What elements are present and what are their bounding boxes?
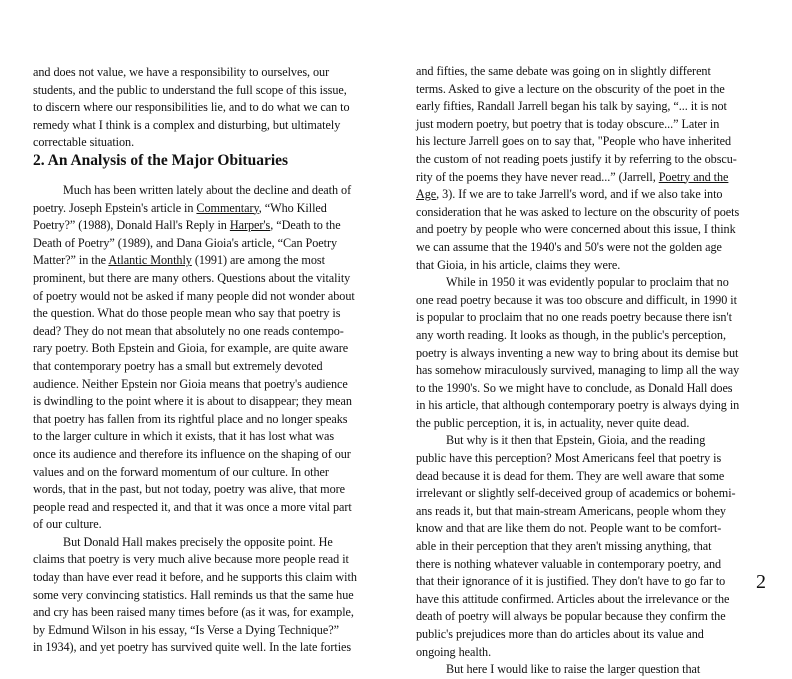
text-line: his lecture Jarrell goes on to say that, "People who have inherited [416, 134, 732, 149]
text-line: some very convincing statistics. Hall reminds us that the same hue [33, 587, 354, 602]
page-number: 2 [756, 571, 766, 593]
text-line [416, 169, 774, 187]
text-line: any worth reading. It looks as though, in the public's perception, [416, 327, 726, 342]
text-line: ans reads it, but that main-stream Americans, people whom they [416, 503, 726, 518]
text-line: words, that in the past, but not today, poetry was alive, that more [33, 482, 345, 497]
text-line: just modern poetry, but poetry that is today obscure...” Later in [416, 116, 720, 131]
text-line: claims that poetry is very much alive because more people read it [33, 552, 349, 567]
text-line: has somehow miraculously survived, managing to limp all the way [416, 363, 740, 378]
text-line: correctable situation. [33, 135, 135, 150]
right-column-body [416, 63, 774, 679]
text-line: audience. Neither Epstein nor Gioia means that poetry's audience [33, 376, 348, 391]
text-line: remedy what I think is a complex and disturbing, but ultimately [33, 117, 341, 132]
text-line: Much has been written lately about the decline and death of [63, 183, 352, 197]
left-column-intro [33, 64, 388, 152]
text-segment: , “Death to the [270, 218, 341, 233]
text-segment: Matter?” in the [33, 253, 109, 268]
text-line: that contemporary poetry has a small but extremely devoted [33, 358, 323, 373]
text-segment: , “Who Killed [258, 200, 327, 215]
text-line: that their ignorance of it is justified. They don't have to go far to [416, 574, 726, 589]
text-line: to the larger culture in which it exists, that it has lost what was [33, 429, 335, 444]
text-line: While in 1950 it was evidently popular to proclaim that no [446, 275, 729, 290]
text-line: ongoing health. [416, 644, 492, 659]
text-line: dead because it is dead for them. They are well aware that some [416, 468, 725, 483]
text-line: have this attitude confirmed. Articles about the irrelevance or the [416, 591, 730, 606]
text-line: and fifties, the same debate was going on in slightly different [416, 64, 711, 78]
text-line: But why is it then that Epstein, Gioia, and the reading [446, 433, 706, 448]
text-line: that poetry has fallen from its rightful place and no longer speaks [33, 411, 348, 426]
text-line [33, 200, 388, 218]
section-heading: 2. An Analysis of the Major Obituaries [33, 152, 289, 169]
text-line: know and that are like them do not. People want to be comfort- [416, 521, 722, 536]
text-line: values and on the forward momentum of our culture. In other [33, 464, 329, 479]
text-line: able in their perception that they aren't missing anything, that [416, 539, 712, 554]
text-line [33, 217, 388, 235]
text-segment: rity of the poems they have never read...” (Jarrell, [416, 169, 659, 184]
text-line: people read and respected it, and that it was once a more vital part [33, 499, 352, 514]
text-line [33, 252, 388, 270]
text-line: But Donald Hall makes precisely the opposite point. He [63, 534, 333, 549]
text-line: irrelevant or slightly self-deceived group of academics or bohemi- [416, 486, 736, 501]
text-line: early fifties, Randall Jarrell began his talk by saying, “... it is not [416, 99, 727, 114]
text-line: rary poetry. Both Epstein and Gioia, for example, are quite aware [33, 341, 349, 356]
text-line: public have this perception? Most Americans feel that poetry is [416, 451, 722, 466]
text-line: is dwindling to the point where it is about to disappear; they mean [33, 394, 352, 409]
text-line: public's prejudices more than do articles about its value and [416, 627, 704, 641]
text-line: is popular to proclaim that no one reads poetry because there isn't [416, 310, 732, 325]
text-segment: (1991) are among the most [191, 253, 325, 268]
publication-title: Atlantic Monthly [108, 253, 192, 268]
text-line: and cry has been raised many times before (as it was, for example, [33, 605, 354, 620]
text-line: consideration that he was asked to lecture on the obscurity of poets [416, 204, 740, 219]
text-line: of our culture. [33, 517, 102, 532]
text-line [416, 186, 774, 204]
text-line: one read poetry because it was too obscure and difficult, in 1990 it [416, 292, 737, 307]
text-line: poetry is always inventing a new way to bring about its demise but [416, 345, 739, 360]
text-line: in 1934), and yet poetry has survived quite well. In the late forties [33, 640, 352, 655]
text-line: and poetry by people who were concerned about this issue, I think [416, 222, 736, 237]
text-line: prominent, but there are many others. Questions about the vitality [33, 270, 351, 285]
left-column-body [33, 182, 388, 657]
text-line: to the 1990's. So we might have to conclude, as Donald Hall does [416, 380, 733, 395]
text-line: But here I would like to raise the larger question that [446, 662, 701, 677]
text-line: in his article, that although contemporary poetry is always dying in [416, 398, 740, 413]
text-line: death of poetry will always be popular because they confirm the [416, 609, 726, 624]
publication-title: Harper's [229, 218, 271, 233]
text-line: of poetry would not be asked if many people did not wonder about [33, 288, 355, 303]
text-segment: poetry. Joseph Epstein's article in [33, 200, 197, 215]
text-line: to discern where our responsibilities lie, and to do what we can to [33, 100, 350, 115]
text-line: and does not value, we have a responsibility to ourselves, our [33, 65, 330, 79]
text-line: we can assume that the 1940's and 50's were not the golden age [416, 239, 722, 254]
text-segment: Poetry?” (1988), Donald Hall's Reply in [33, 218, 230, 233]
text-line: Death of Poetry” (1989), and Dana Gioia's article, “Can Poetry [33, 235, 338, 250]
publication-title: Commentary [196, 200, 259, 215]
text-line: dead? They do not mean that absolutely no one reads contempo- [33, 323, 344, 338]
text-line: that Gioia, in his article, claims they were. [416, 257, 621, 272]
book-title: Age [416, 187, 437, 202]
text-line: the question. What do those people mean who say that poetry is [33, 306, 341, 321]
text-segment: , 3). If we are to take Jarrell's word, and if we also take into [436, 187, 723, 202]
text-line: terms. Asked to give a lecture on the obscurity of the poet in the [416, 81, 725, 96]
text-line: the custom of not reading poets justify it by referring to the obscu- [416, 151, 737, 166]
text-line: there is nothing whatever valuable in contemporary poetry, and [416, 556, 722, 571]
text-line: by Edmund Wilson in his essay, “Is Verse a Dying Technique?” [33, 622, 339, 637]
text-line: the public perception, it is, in actuality, never quite dead. [416, 415, 690, 430]
text-line: today than have ever read it before, and he supports this claim with [33, 570, 357, 585]
text-line: students, and the public to understand the full scope of this issue, [33, 82, 347, 97]
book-title: Poetry and the [658, 169, 729, 184]
text-line: once its audience and therefore its influence on the shaping of our [33, 446, 351, 461]
